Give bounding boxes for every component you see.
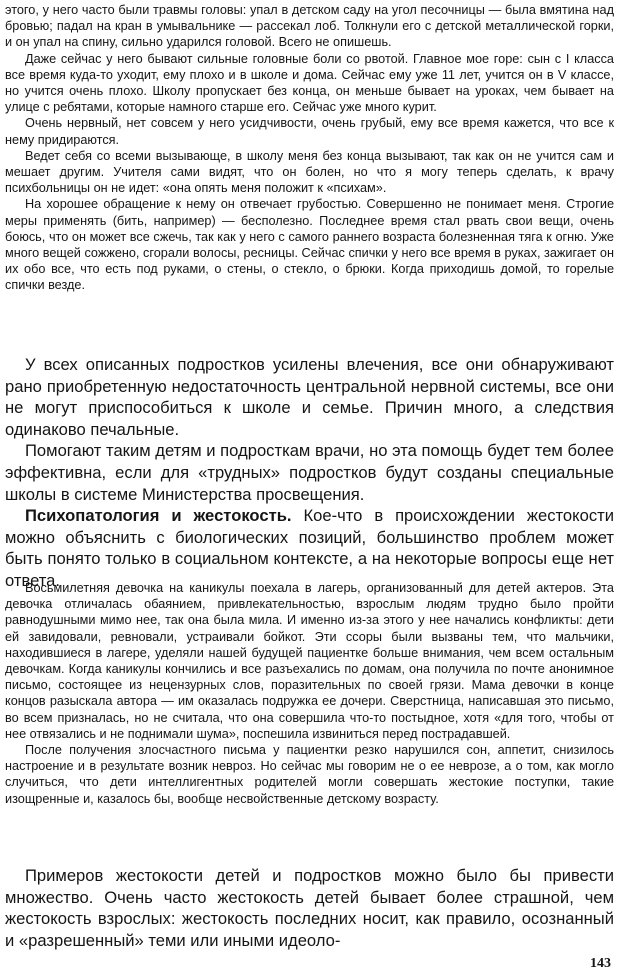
section-heading: Психопатология и жестокость. (25, 506, 292, 526)
main1-paragraph-3 (5, 505, 614, 591)
section-intro-text: Кое-что в происхождении жестокости можно объяснить с биологических позиций, большинство проблем может быть понято только в социальном контексте, а на некоторые вопросы еще нет ответа. (5, 506, 614, 590)
main1-paragraph-2: Помогают таким детям и подросткам врачи, но эта помощь будет тем более эффективна, если для «трудных» подростков будут созданы специальные школы в системе Министерства просвещения. (5, 441, 614, 504)
case-history-2 (5, 580, 614, 807)
case1-paragraph-5: На хорошее обращение к нему он отвечает грубостью. Совершенно не понимает меня. Строгие меры применять (бить, например) — бесполезно. Последнее время стал рвать свои вещи, очень боюсь, что он может все сжечь, так как у него с самого раннего возраста болезненная тяга к огню. Уже много вещей сожжено, сгорали волосы, ресницы. Сейчас спички у него все время в руках, зажигает он их обо все, что есть под руками, о стены, о стекло, о брюки. Когда приходишь домой, то горелые спички везде. (5, 197, 614, 293)
case-history-1 (5, 2, 614, 294)
case1-paragraph-2: Даже сейчас у него бывают сильные головные боли со рвотой. Главное мое горе: сын с I класса все время куда-то уходит, ему плохо и в школе и дома. Сейчас ему уже 11 лет, учится он в V классе, но учится очень плохо. Школу пропускает без конца, он меньше бывает на уроках, чем бывает на улице с ребятами, которые намного старше его. Сейчас уже много курит. (5, 51, 614, 115)
main2-paragraph-1: Примеров жестокости детей и подростков можно было бы привести множество. Очень часто жестокость детей бывает более страшной, чем жестокость взрослых: жестокость последних носит, как правило, осознанный и «разрешенный» теми или иными идеоло- (5, 866, 614, 950)
main-text-2 (5, 865, 614, 951)
case2-paragraph-2: После получения злосчастного письма у пациентки резко нарушился сон, аппетит, снизилось настроение и в результате возник невроз. Но сейчас мы говорим не о ее неврозе, а о том, как могло случиться, что дети интеллигентных родителей могли совершать жестокие поступки, такие изощренные и, казалось бы, вообще несвойственные детскому возрасту. (5, 743, 614, 806)
main1-paragraph-1: У всех описанных подростков усилены влечения, все они обнаруживают рано приобретенную недостаточность центральной нервной системы, все они не могут приспособиться к школе и семье. Причин много, а следствия одинаково печальные. (5, 355, 614, 439)
case1-paragraph-1: этого, у него часто были травмы головы: упал в детском саду на угол песочницы — была вмятина над бровью; падал на кран в умывальнике — рассекал лоб. Толкнули его с детской металлической горки, и он упал на спину, сильно ударился головой. Всего не опишешь. (5, 3, 614, 50)
case1-paragraph-4: Ведет себя со всеми вызывающе, в школу меня без конца вызывают, так как он не учится сам и мешает другим. Учителя сами видят, что он болен, но что я могу теперь сделать, к врачу психбольницы он не идет: «она опять меня положит к «психам». (5, 148, 614, 196)
page-number: 143 (590, 956, 611, 971)
case2-paragraph-1: Восьмилетняя девочка на каникулы поехала в лагерь, организованный для детей актеров. Эта девочка отличалась обаянием, привлекательностью, взрослым людям трудно было пройти равнодушными мимо нее, так она была мила. И именно из-за этого у нее начались конфликты: дети ей завидовали, ревновали, устраивали бойкот. Эти ссоры были вызваны тем, что мальчики, находившиеся в лагере, уделяли нашей будущей пациентке больше внимания, чем всем остальным девочкам. Когда каникулы кончились и все разъехались по домам, она получила по почте анонимное письмо, состоящее из нецензурных слов, поразительных по своей грязи. Мама девочки в конце концов разыскала автора — им оказалась подружка ее дочери. Сверстница, написавшая это письмо, во всем призналась, но не считала, что она совершила что-то постыдное, хотя «для того, чтобы от нее отвязались и не поднимали шума», поспешила извиниться перед пострадавшей. (5, 581, 614, 741)
case1-paragraph-3: Очень нервный, нет совсем у него усидчивости, очень грубый, ему все время кажется, что все к нему придираются. (5, 116, 614, 147)
main-text-1 (5, 354, 614, 592)
